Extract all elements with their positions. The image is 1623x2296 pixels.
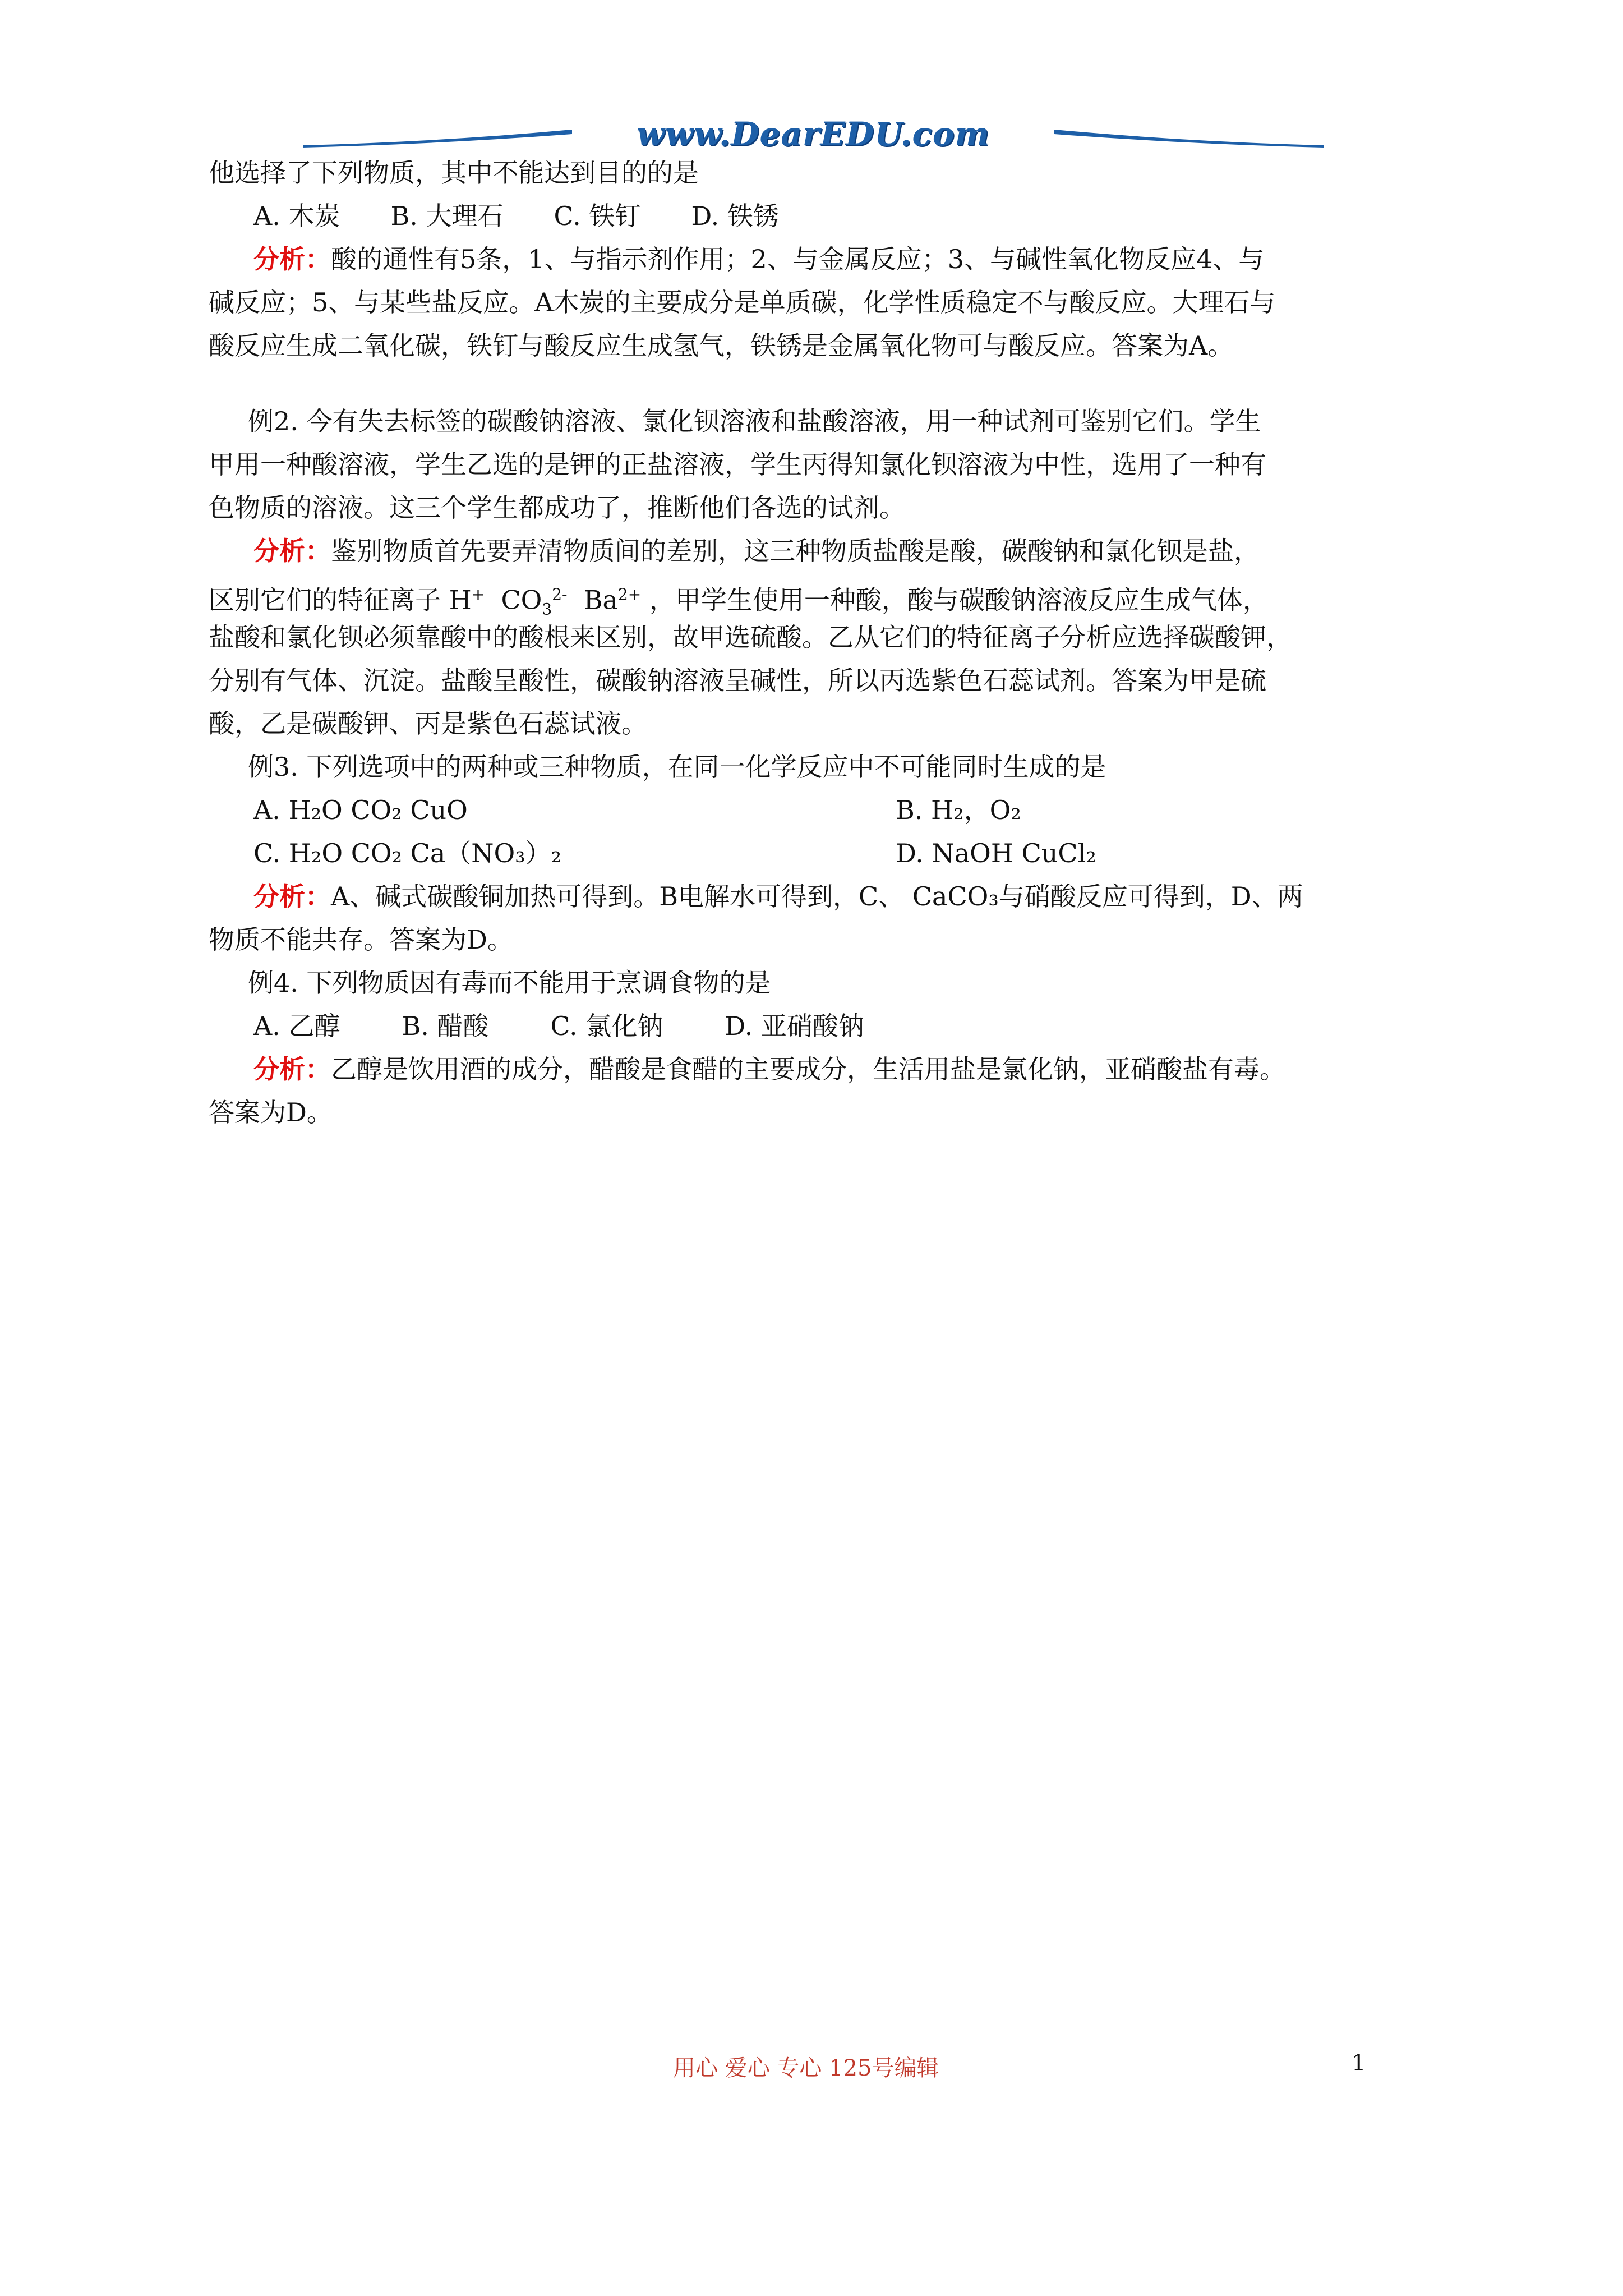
q1-continuation: 他选择了下列物质，其中不能达到目的的是: [209, 158, 699, 188]
q1-analysis-line-3: 酸反应生成二氧化碳，铁钉与酸反应生成氢气，铁锈是金属氧化物可与酸反应。答案为A。: [209, 330, 1234, 361]
ion-ba-label: Ba: [583, 585, 618, 615]
q4-analysis-line-1: [209, 1048, 1414, 1091]
ion-co3-label: CO: [501, 585, 542, 615]
q3-option-a: A. H₂O CO₂ CuO: [253, 795, 468, 825]
q2-line-2: 甲用一种酸溶液，学生乙选的是钾的正盐溶液，学生丙得知氯化钡溶液为中性，选用了一种有: [209, 449, 1266, 480]
swoosh-left-icon: [303, 125, 572, 148]
document-body: [209, 151, 1414, 1134]
q4-analysis-line-2: 答案为D。: [209, 1097, 333, 1128]
page-footer: [0, 2050, 1623, 2084]
q1-analysis-line-1: [209, 238, 1414, 281]
q2-analysis-line-5: 酸，乙是碳酸钾、丙是紫色石蕊试液。: [209, 708, 647, 739]
q4-option-d: D. 亚硝酸钠: [725, 1011, 864, 1041]
q3-option-c: C. H₂O CO₂ Ca（NO₃）₂: [253, 838, 562, 868]
q2-analysis-text-2: ，甲学生使用一种酸，酸与碳酸钠溶液反应生成气体，: [649, 585, 1269, 615]
page-number: 1: [1352, 2050, 1366, 2076]
q1-option-d: D. 铁锈: [691, 201, 779, 231]
q2-analysis-line-4: 分别有气体、沉淀。盐酸呈酸性，碳酸钠溶液呈碱性，所以丙选紫色石蕊试剂。答案为甲是硫: [209, 665, 1266, 696]
q2-analysis-line-1: [209, 530, 1414, 573]
q4-option-c: C. 氯化钠: [550, 1011, 663, 1041]
q3-option-b: B. H₂，O₂: [896, 795, 1021, 825]
site-title[interactable]: www.DearEDU.com: [637, 115, 990, 153]
q3-option-d: D. NaOH CuCl₂: [896, 838, 1096, 868]
analysis-label: 分析：: [253, 881, 331, 912]
analysis-label: 分析：: [253, 244, 331, 274]
q1-option-c: C. 铁钉: [554, 201, 641, 231]
q3-analysis-text-1: A、碱式碳酸铜加热可得到。B电解水可得到，C、 CaCO₃与硝酸反应可得到，D、两: [331, 881, 1303, 912]
q1-analysis-line-2: 碱反应；5、与某些盐反应。A木炭的主要成分是单质碳，化学性质稳定不与酸反应。大理石与: [209, 287, 1276, 318]
q4-title: 例4. 下列物质因有毒而不能用于烹调食物的是: [248, 968, 771, 998]
q1-analysis-text-1: 酸的通性有5条，1、与指示剂作用；2、与金属反应；3、与碱性氧化物反应4、与: [331, 244, 1265, 274]
q4-options: [209, 1005, 1414, 1048]
analysis-label: 分析：: [253, 536, 331, 566]
q4-option-b: B. 醋酸: [402, 1011, 489, 1041]
q2-analysis-line-2: 区别它们的特征离子 H+ $CO_3^{2-}$ $Ba^{2+}$ ，甲学生使用一种酸，酸与碳酸钠溶液反应生成气体，: [209, 585, 1269, 619]
q1-option-b: B. 大理石: [390, 201, 504, 231]
q3-options-row-1: [209, 789, 1414, 832]
q2-analysis-text-1: 鉴别物质首先要弄清物质间的差别，这三种物质盐酸是酸，碳酸钠和氯化钡是盐，: [331, 536, 1260, 566]
q3-analysis-line-2: 物质不能共存。答案为D。: [209, 924, 513, 955]
q4-option-a: A. 乙醇: [253, 1011, 340, 1041]
q1-options: [209, 195, 1414, 238]
q2-line-1: 例2. 今有失去标签的碳酸钠溶液、氯化钡溶液和盐酸溶液，用一种试剂可鉴别它们。学生: [248, 406, 1261, 436]
q4-analysis-text-1: 乙醇是饮用酒的成分，醋酸是食醋的主要成分，生活用盐是氯化钠，亚硝酸盐有毒。: [331, 1054, 1285, 1084]
q2-analysis-line-3: 盐酸和氯化钡必须靠酸中的酸根来区别，故甲选硫酸。乙从它们的特征离子分析应选择碳酸钾，: [209, 622, 1292, 652]
q3-analysis-line-1: [209, 875, 1414, 918]
site-header: [303, 115, 1324, 154]
analysis-label: 分析：: [253, 1054, 331, 1084]
q1-option-a: A. 木炭: [253, 201, 340, 231]
ion-h-label: 区别它们的特征离子 H: [209, 585, 472, 615]
q2-line-3: 色物质的溶液。这三个学生都成功了，推断他们各选的试剂。: [209, 493, 905, 523]
q3-options-row-2: [209, 832, 1414, 875]
footer-text: 用心 爱心 专心 125号编辑: [673, 2055, 939, 2081]
q3-title: 例3. 下列选项中的两种或三种物质，在同一化学反应中不可能同时生成的是: [248, 752, 1106, 782]
swoosh-right-icon: [1054, 125, 1324, 148]
